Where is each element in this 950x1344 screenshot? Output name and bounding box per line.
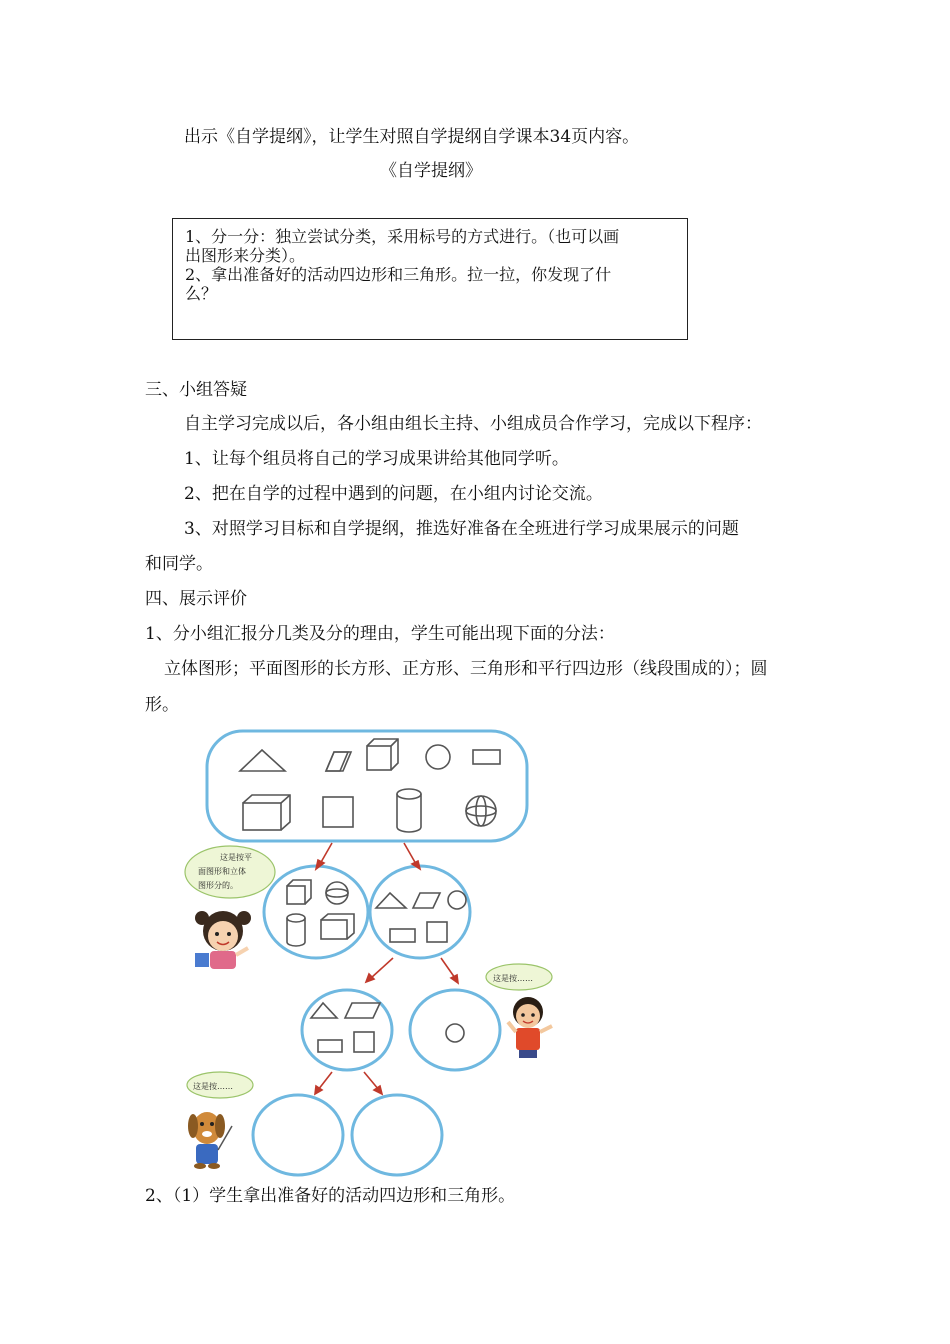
girl-bubble-line-2: 面图形和立体 [198,867,246,876]
cuboid-icon [243,795,290,830]
cylinder-small-icon [287,914,305,946]
outline-line-3: 2、拿出准备好的活动四边形和三角形。拉一拉，你发现了什 [185,265,612,284]
boy-character-icon [508,997,552,1058]
section4-item-1-desc-a: 立体图形；平面图形的长方形、正方形、三角形和平行四边形（线段围成的）；圆 [164,659,768,679]
triangle-small-icon [376,893,406,908]
dog-bubble-text: 这是按…… [193,1082,233,1091]
sphere-small-icon [326,882,348,904]
plane-shapes-group [370,866,470,958]
rectangle-small-icon [390,929,415,942]
cuboid-small-icon [321,914,354,939]
rectangle-icon [473,750,500,764]
section3-para: 自主学习完成以后，各小组由组长主持、小组成员合作学习，完成以下程序： [184,414,762,434]
section4-heading: 四、展示评价 [145,589,247,609]
triangle-icon [240,750,285,771]
outline-title: 《自学提纲》 [380,161,482,181]
intro-text: 出示《自学提纲》，让学生对照自学提纲自学课本34页内容。 [184,127,640,147]
circle-small-icon [448,891,466,909]
outline-line-4: 么？ [185,284,218,303]
square-small-icon [427,922,447,942]
circle-icon [426,745,450,769]
solid-shapes-group [264,866,368,958]
girl-bubble-line-1: 这是按平 [220,853,252,862]
empty-group-left [253,1095,343,1175]
girl-bubble-line-3: 图形分的。 [198,881,238,890]
outline-line-2: 出图形来分类）。 [185,246,306,265]
girl-character-icon [195,911,251,969]
section4-item-2: 2、（1）学生拿出准备好的活动四边形和三角形。 [145,1186,516,1206]
section4-item-1-desc-b: 形。 [145,695,179,715]
section3-item-3a: 3、对照学习目标和自学提纲，推选好准备在全班进行学习成果展示的问题 [184,519,739,539]
section4-item-1: 1、分小组汇报分几类及分的理由，学生可能出现下面的分法： [145,624,615,644]
section3-item-1: 1、让每个组员将自己的学习成果讲给其他同学听。 [184,449,569,469]
empty-group-right [352,1095,442,1175]
cylinder-icon [397,789,421,832]
square-icon [323,797,353,827]
circle-group [410,990,500,1070]
cube-small-icon [287,880,311,904]
line-shapes-group [302,990,392,1070]
sphere-icon [466,796,496,826]
section3-item-3b: 和同学。 [145,554,213,574]
outline-line-1: 1、分一分：独立尝试分类，采用标号的方式进行。（也可以画 [185,227,620,246]
section3-heading: 三、小组答疑 [145,380,247,400]
cube-icon [367,739,398,770]
section3-item-2: 2、把在自学的过程中遇到的问题，在小组内讨论交流。 [184,484,603,504]
boy-bubble-text: 这是按…… [493,974,533,983]
parallelogram-small-icon [413,893,440,908]
dog-character-icon [188,1112,232,1169]
